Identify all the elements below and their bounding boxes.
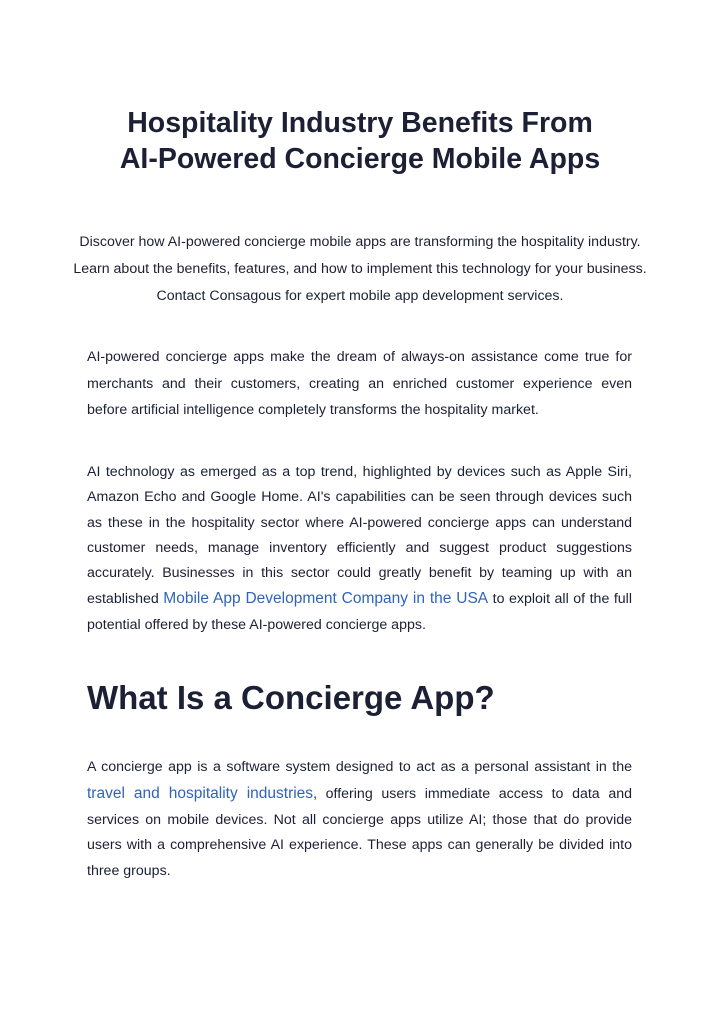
intro-paragraph: AI-powered concierge apps make the dream of always-on assistance come true for merchants and their customers, creating an enriched customer experience even before artificial intelligence completely transforms the hospitality market. (87, 349, 632, 419)
document-title (60, 105, 660, 177)
paragraph-text: AI technology as emerged as a top trend, highlighted by devices such as Apple Siri, Amazon Echo and Google Home. AI's capabilities can be seen through devices such as these in the hospitality sector where AI-powered concierge apps can understand customer needs, manage inventory efficiently and suggest product suggestions accurately. Businesses in this sector could greatly benefit by teaming up with an established (87, 464, 632, 608)
title-line-2: AI-Powered Concierge Mobile Apps (119, 143, 601, 175)
document-summary: Discover how AI-powered concierge mobile apps are transforming the hospitality industry. Learn about the benefits, features, and how to implement this technology for your business. Contact Consagous for expert mobile app development services. (73, 234, 647, 304)
paragraph-text: , offering users immediate access to data and services on mobile devices. Not all concierge apps utilize AI; those that do provide users with a comprehensive AI experience. These apps can generally be divided into three groups. (87, 785, 632, 880)
paragraph-text: A concierge app is a software system designed to act as a personal assistant in the (87, 759, 632, 775)
travel-hospitality-link[interactable]: travel and hospitality industries (87, 784, 314, 802)
ai-trend-paragraph (87, 460, 632, 638)
title-line-1: Hospitality Industry Benefits From (127, 107, 593, 139)
paragraph-text: to exploit all of the full potential offered by these AI-powered concierge apps. (87, 591, 632, 633)
concierge-definition-paragraph (87, 755, 632, 885)
section-heading: What Is a Concierge App? (87, 679, 495, 716)
mobile-app-development-link[interactable]: Mobile App Development Company in the USA (163, 590, 489, 608)
